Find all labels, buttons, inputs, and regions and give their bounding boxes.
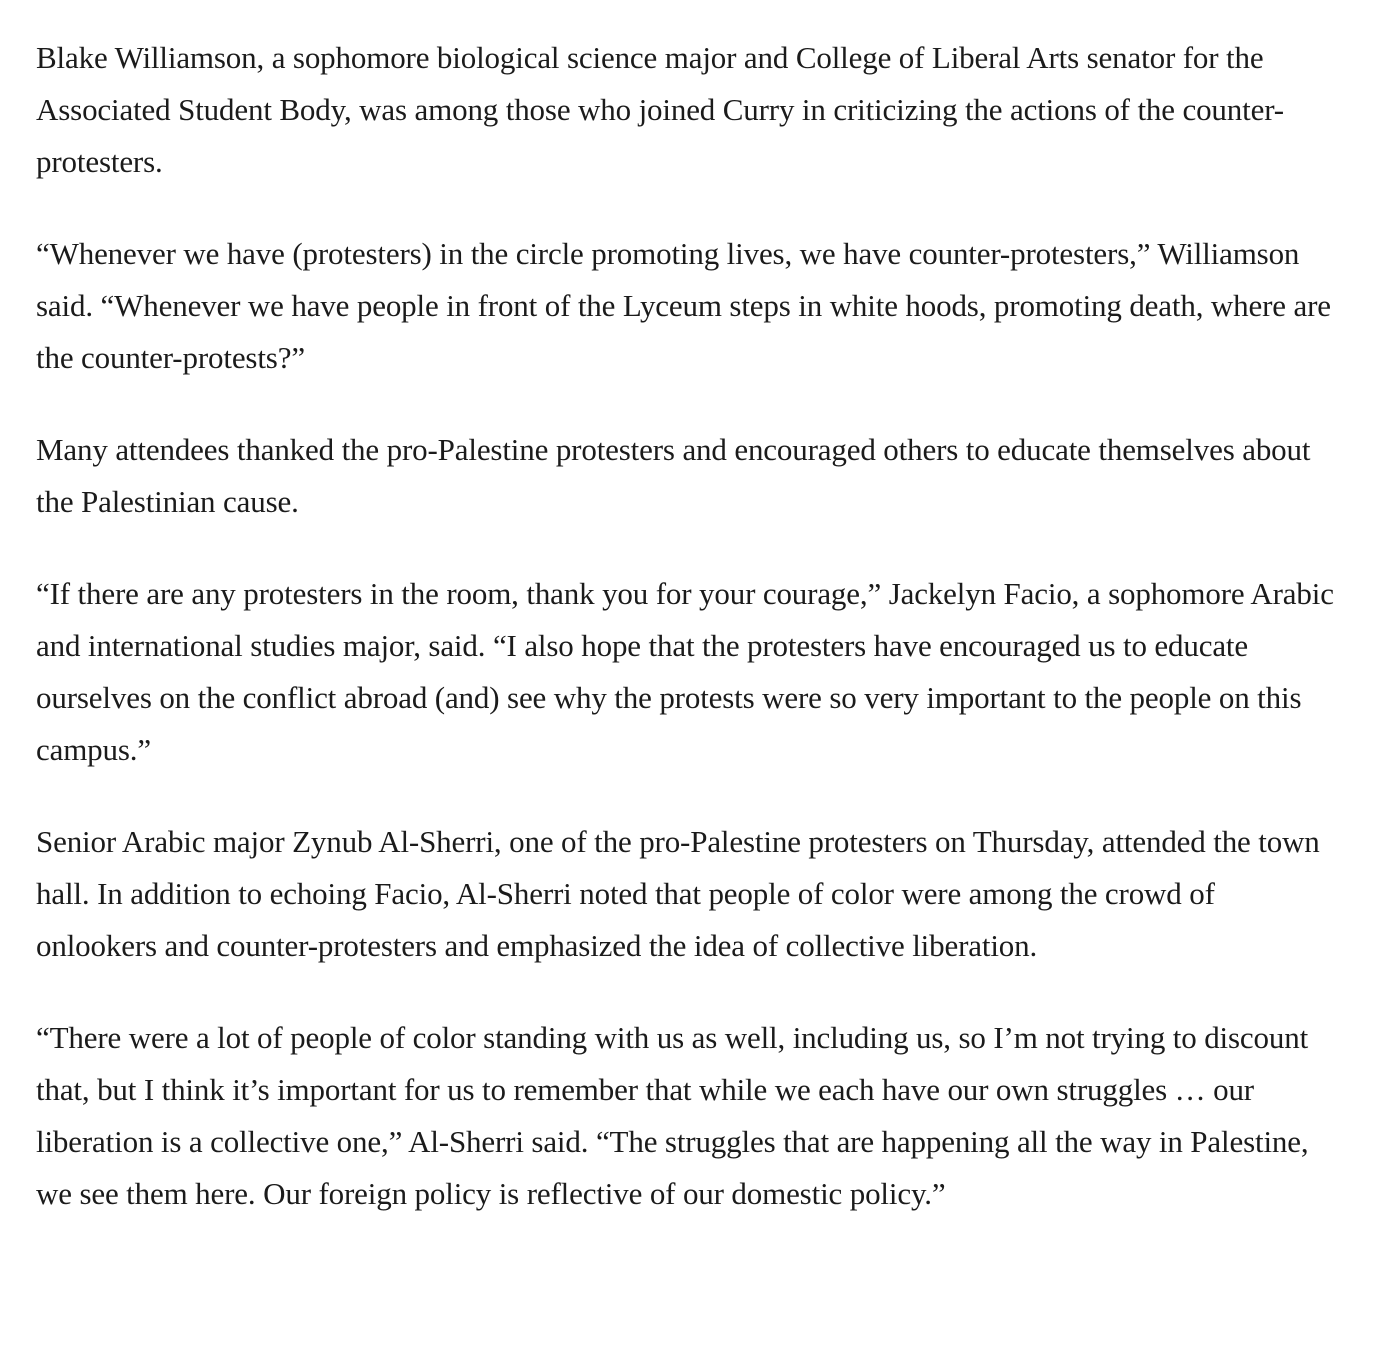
paragraph-attendees: Many attendees thanked the pro-Palestine protesters and encouraged others to educate themselves about the Palestinian cause. [36,432,1311,519]
paragraph-williamson-quote: “Whenever we have (protesters) in the circle promoting lives, we have counter-protesters,” Williamson said. “Whenever we have people in front of the Lyceum steps in white hoods, promoting death, where are the counter-protests?” [36,236,1331,375]
paragraph-facio-quote: “If there are any protesters in the room, thank you for your courage,” Jackelyn Facio, a sophomore Arabic and international studies major, said. “I also hope that the protesters have encouraged us to educate ourselves on the conflict abroad (and) see why the protests were so very important to the people on this campus.” [36,576,1334,767]
paragraph-al-sherri-intro: Senior Arabic major Zynub Al-Sherri, one of the pro-Palestine protesters on Thursday, attended the town hall. In addition to echoing Facio, Al-Sherri noted that people of color were among the crowd of onlookers and counter-protesters and emphasized the idea of collective liberation. [36,824,1320,963]
paragraph-williamson-intro: Blake Williamson, a sophomore biological science major and College of Liberal Arts senator for the Associated Student Body, was among those who joined Curry in criticizing the actions of the counter-protesters. [36,40,1284,179]
paragraph-al-sherri-quote: “There were a lot of people of color standing with us as well, including us, so I’m not trying to discount that, but I think it’s important for us to remember that while we each have our own struggles … our liberation is a collective one,” Al-Sherri said. “The struggles that are happening all the way in Palestine, we see them here. Our foreign policy is reflective of our domestic policy.” [36,1020,1309,1211]
